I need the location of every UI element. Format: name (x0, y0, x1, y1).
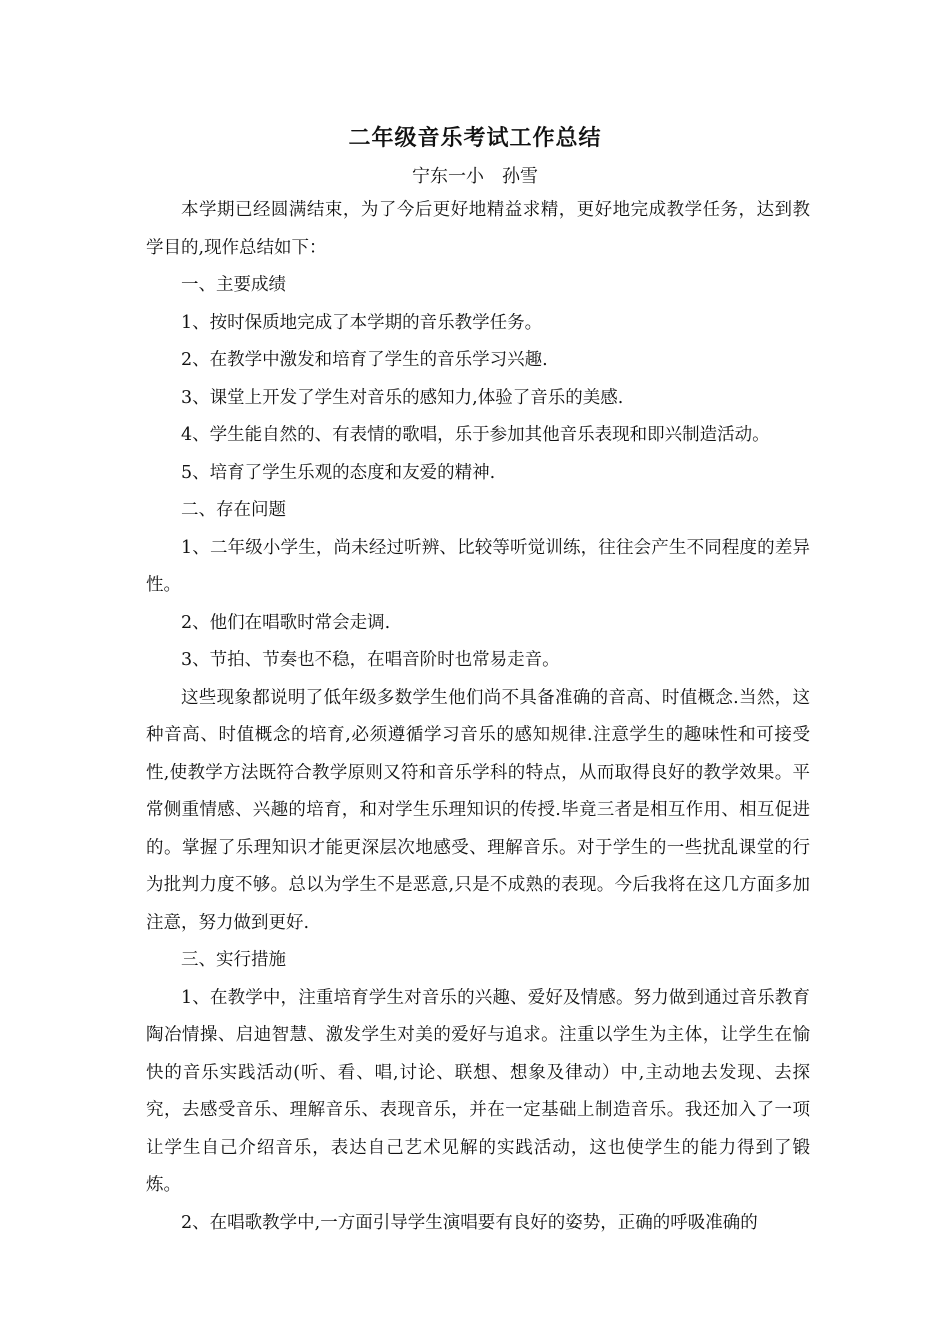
paragraph: 2、在教学中激发和培育了学生的音乐学习兴趣. (181, 350, 548, 370)
section-heading: 三、实行措施 (181, 950, 286, 970)
paragraph: 1、按时保质地完成了本学期的音乐教学任务。 (181, 312, 543, 333)
document-body (146, 192, 810, 1242)
paragraph: 本学期已经圆满结束，为了今后更好地精益求精，更好地完成教学任务，达到教学目的,现作总结如下： (146, 200, 810, 258)
paragraph: 4、学生能自然的、有表情的歌唱，乐于参加其他音乐表现和即兴制造活动。 (181, 425, 770, 445)
paragraph: 3、节拍、节奏也不稳，在唱音阶时也常易走音。 (181, 650, 560, 670)
paragraph: 1、二年级小学生，尚未经过听辨、比较等听觉训练，往往会产生不同程度的差异性。 (146, 537, 810, 595)
paragraph: 这些现象都说明了低年级多数学生他们尚不具备准确的音高、时值概念.当然，这种音高、时值概念的培育,必须遵循学习音乐的感知规律.注意学生的趣味性和可接受性,使教学方法既符合教学原则又符和音乐学科的特点，从而取得良好的教学效果。平常侧重情感、兴趣的培育，和对学生乐理知识的传授.毕竟三者是相互作用、相互促进的。掌握了乐理知识才能更深层次地感受、理解音乐。对于学生的一些扰乱课堂的行为批判力度不够。总以为学生不是恶意,只是不成熟的表现。今后我将在这几方面多加注意，努力做到更好. (146, 687, 810, 933)
section-heading: 二、存在问题 (181, 500, 286, 520)
paragraph: 3、课堂上开发了学生对音乐的感知力,体验了音乐的美感. (181, 387, 624, 408)
paragraph: 5、培育了学生乐观的态度和友爱的精神. (181, 462, 496, 483)
section-heading: 一、主要成绩 (181, 275, 286, 295)
paragraph: 1、在教学中，注重培育学生对音乐的兴趣、爱好及情感。努力做到通过音乐教育陶冶情操、启迪智慧、激发学生对美的爱好与追求。注重以学生为主体，让学生在愉快的音乐实践活动(听、看、唱,讨论、联想、想象及律动）中,主动地去发现、去探究，去感受音乐、理解音乐、表现音乐，并在一定基础上制造音乐。我还加入了一项让学生自己介绍音乐，表达自己艺术见解的实践活动，这也使学生的能力得到了锻炼。 (146, 987, 810, 1195)
paragraph: 2、他们在唱歌时常会走调. (181, 612, 391, 633)
document-title: 二年级音乐考试工作总结 (348, 126, 602, 151)
paragraph: 2、在唱歌教学中,一方面引导学生演唱要有良好的姿势，正确的呼吸准确的 (181, 1212, 758, 1233)
author-line: 宁东一小 孙雪 (412, 166, 538, 187)
